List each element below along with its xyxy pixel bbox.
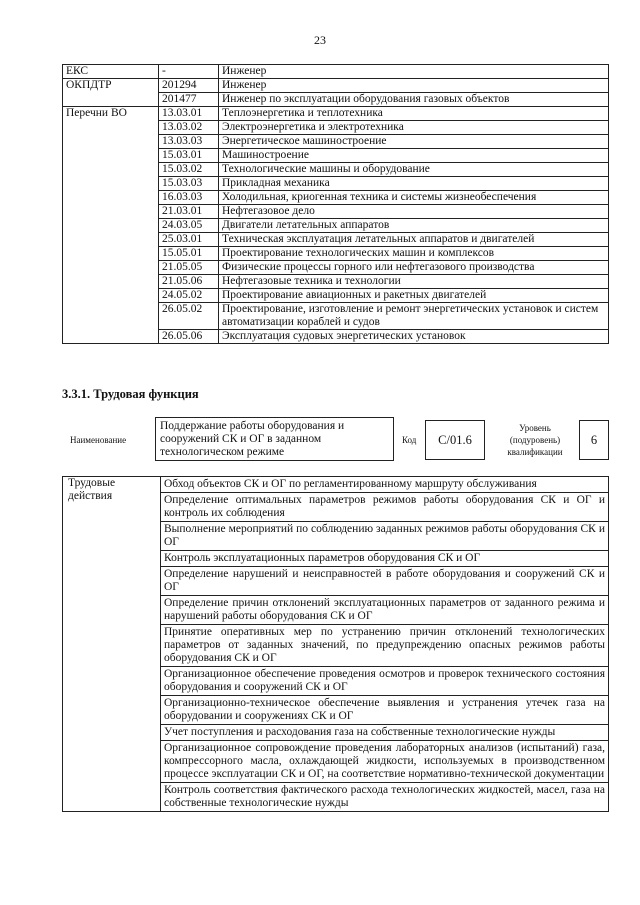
classification-name: Машиностроение bbox=[219, 149, 609, 163]
classification-code: 16.03.03 bbox=[159, 191, 219, 205]
section-heading: 3.3.1. Трудовая функция bbox=[62, 387, 199, 401]
classification-code: 21.05.05 bbox=[159, 261, 219, 275]
classification-name: Электроэнергетика и электротехника bbox=[219, 121, 609, 135]
classification-code: 24.03.05 bbox=[159, 219, 219, 233]
classification-name: Проектирование авиационных и ракетных двигателей bbox=[219, 289, 609, 303]
labour-action-text: Учет поступления и расходования газа на собственные технологические нужды bbox=[161, 725, 609, 741]
classification-name: Холодильная, криогенная техника и системы жизнеобеспечения bbox=[219, 191, 609, 205]
classification-name: Нефтегазовые техника и технологии bbox=[219, 275, 609, 289]
classification-name: Энергетическое машиностроение bbox=[219, 135, 609, 149]
labour-action-text: Организационное обеспечение проведения осмотров и проверок технического состояния оборудования и сооружений СК и ОГ bbox=[161, 667, 609, 696]
code-label: Код bbox=[402, 435, 417, 445]
labour-action-text: Организационно-техническое обеспечение выявления и устранения утечек газа на оборудовании и сооружениях СК и ОГ bbox=[161, 696, 609, 725]
classification-name: Двигатели летательных аппаратов bbox=[219, 219, 609, 233]
classification-name: Инженер по эксплуатации оборудования газовых объектов bbox=[219, 93, 609, 107]
classification-code: 26.05.06 bbox=[159, 330, 219, 344]
classification-code: 15.03.03 bbox=[159, 177, 219, 191]
classification-name: Физические процессы горного или нефтегазового производства bbox=[219, 261, 609, 275]
classification-code: 15.05.01 bbox=[159, 247, 219, 261]
classification-label: ОКПДТР bbox=[63, 79, 159, 107]
labour-action-text: Определение нарушений и неисправностей в работе оборудования и сооружений СК и ОГ bbox=[161, 567, 609, 596]
classification-code: 25.03.01 bbox=[159, 233, 219, 247]
classification-name: Теплоэнергетика и теплотехника bbox=[219, 107, 609, 121]
labour-actions-label: Трудовые действия bbox=[63, 477, 161, 812]
classification-name: Инженер bbox=[219, 79, 609, 93]
labour-action-text: Обход объектов СК и ОГ по регламентированному маршруту обслуживания bbox=[161, 477, 609, 493]
classification-row bbox=[63, 107, 609, 121]
classification-label: ЕКС bbox=[63, 65, 159, 79]
classification-code: 13.03.02 bbox=[159, 121, 219, 135]
classification-table bbox=[62, 64, 609, 344]
qualification-level-label: Уровень (подуровень) квалификации bbox=[507, 423, 563, 457]
labour-action-text: Определение причин отклонений эксплуатационных параметров от заданного режима и нарушений работы оборудования СК и ОГ bbox=[161, 596, 609, 625]
classification-row bbox=[63, 65, 609, 79]
classification-name: Технологические машины и оборудование bbox=[219, 163, 609, 177]
classification-name: Эксплуатация судовых энергетических установок bbox=[219, 330, 609, 344]
qualification-level-box: 6 bbox=[579, 420, 609, 460]
labour-action-row bbox=[63, 477, 609, 493]
classification-code: 21.03.01 bbox=[159, 205, 219, 219]
classification-code: 24.05.02 bbox=[159, 289, 219, 303]
page-number: 23 bbox=[314, 33, 326, 47]
classification-code: 15.03.01 bbox=[159, 149, 219, 163]
labour-action-text: Выполнение мероприятий по соблюдению заданных режимов работы оборудования СК и ОГ bbox=[161, 522, 609, 551]
classification-name: Инженер bbox=[219, 65, 609, 79]
name-label: Наименование bbox=[70, 435, 127, 445]
labour-action-text: Определение оптимальных параметров режимов работы оборудования СК и ОГ и контроль их соблюдения bbox=[161, 493, 609, 522]
classification-code: - bbox=[159, 65, 219, 79]
classification-code: 13.03.03 bbox=[159, 135, 219, 149]
classification-name: Прикладная механика bbox=[219, 177, 609, 191]
classification-label: Перечни ВО bbox=[63, 107, 159, 344]
labour-action-text: Организационное сопровождение проведения лабораторных анализов (испытаний) газа, компрессорного масла, охлаждающей жидкости, используемых в производственном процессе эксплуатации СК и ОГ, на соответствие нормативно-технической документации bbox=[161, 741, 609, 783]
classification-name: Проектирование технологических машин и комплексов bbox=[219, 247, 609, 261]
classification-code: 201294 bbox=[159, 79, 219, 93]
labour-actions-table bbox=[62, 476, 609, 812]
classification-code: 201477 bbox=[159, 93, 219, 107]
classification-row bbox=[63, 79, 609, 93]
classification-code: 13.03.01 bbox=[159, 107, 219, 121]
labour-action-text: Принятие оперативных мер по устранению причин отклонений технологических параметров от заданных значений, по предупреждению опасных режимов работы оборудования СК и ОГ bbox=[161, 625, 609, 667]
function-name-box: Поддержание работы оборудования и сооружений СК и ОГ в заданном технологическом режиме bbox=[155, 417, 394, 461]
labour-action-text: Контроль эксплуатационных параметров оборудования СК и ОГ bbox=[161, 551, 609, 567]
labour-action-text: Контроль соответствия фактического расхода технологических жидкостей, масел, газа на собственные технологические нужды bbox=[161, 783, 609, 812]
function-code-box: C/01.6 bbox=[425, 420, 485, 460]
classification-code: 15.03.02 bbox=[159, 163, 219, 177]
classification-code: 21.05.06 bbox=[159, 275, 219, 289]
classification-name: Нефтегазовое дело bbox=[219, 205, 609, 219]
classification-code: 26.05.02 bbox=[159, 303, 219, 330]
classification-name: Техническая эксплуатация летательных аппаратов и двигателей bbox=[219, 233, 609, 247]
classification-name: Проектирование, изготовление и ремонт энергетических установок и систем автоматизации кораблей и судов bbox=[219, 303, 609, 330]
